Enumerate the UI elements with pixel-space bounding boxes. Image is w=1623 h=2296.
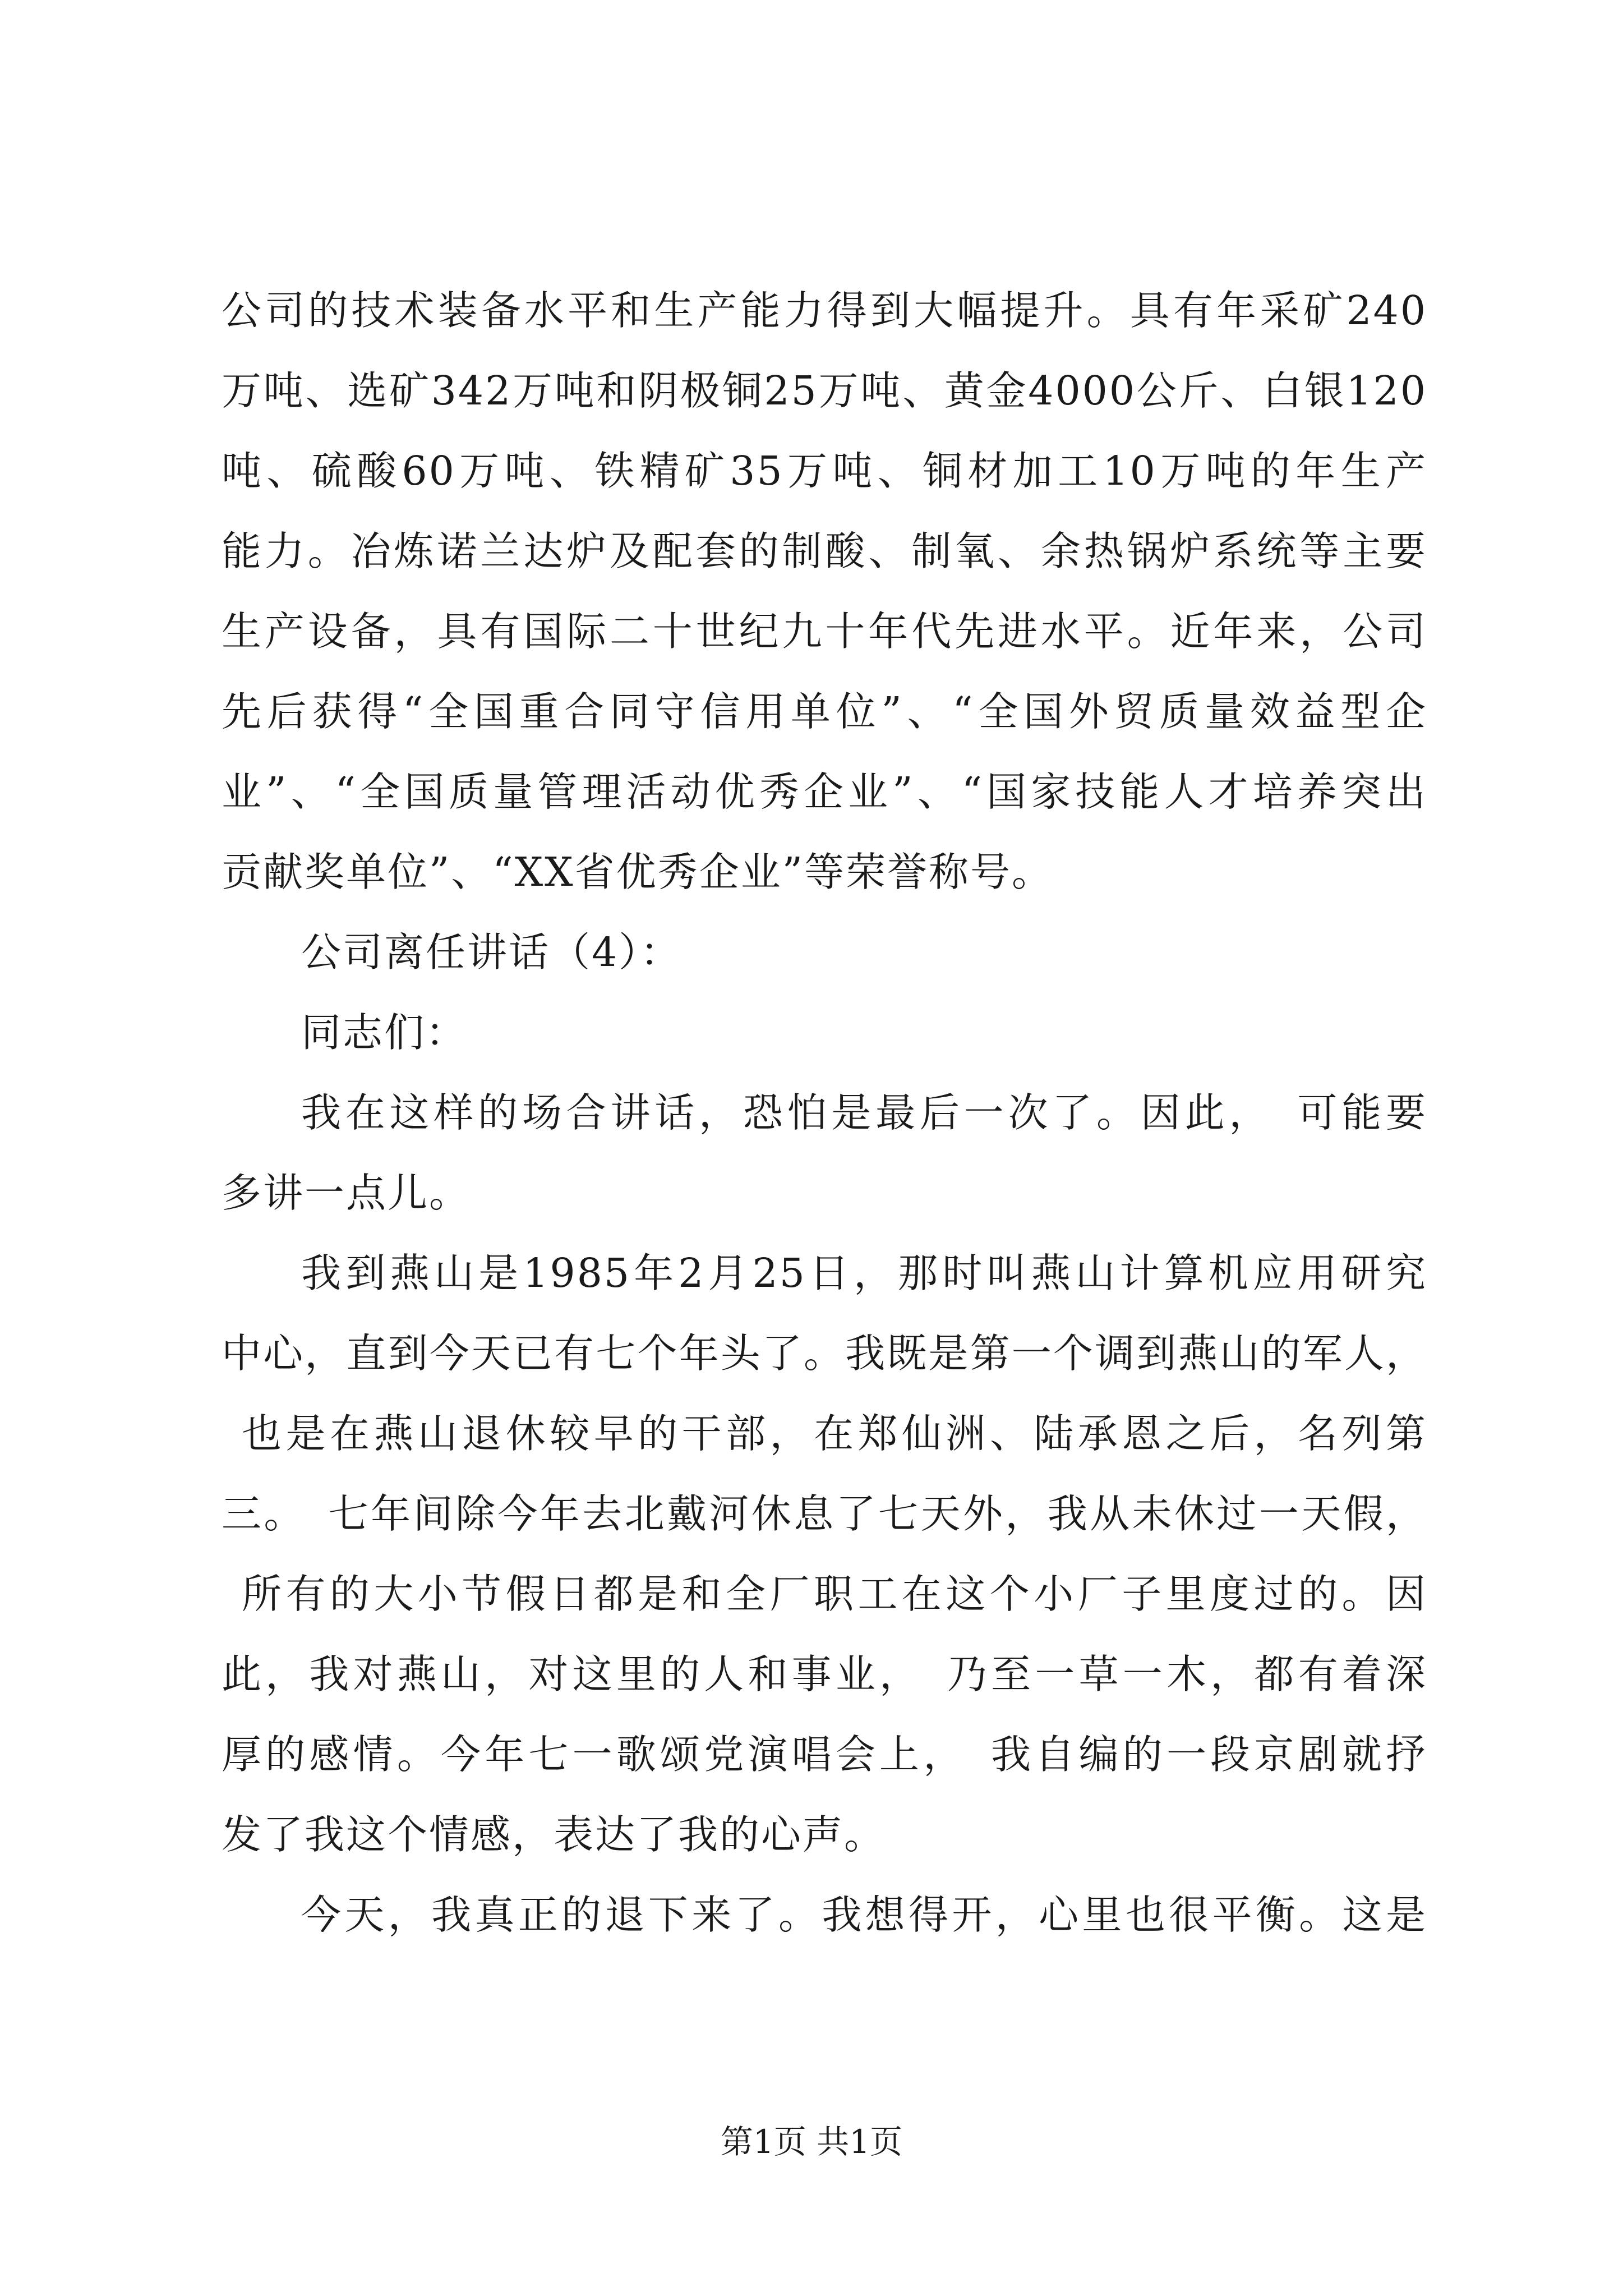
text-line: 我在这样的场合讲话，恐怕是最后一次了。因此， 可能要: [301, 1089, 1427, 1136]
page-number: 第1页 共1页: [720, 2123, 903, 2161]
text-line: 厚的感情。今年七一歌颂党演唱会上， 我自编的一段京剧就抒: [222, 1731, 1427, 1778]
text-line: 多讲一点儿。: [222, 1170, 471, 1216]
text-line: 也是在燕山退休较早的干部，在郑仙洲、陆承恩之后，名列第: [242, 1410, 1427, 1457]
text-line: 生产设备，具有国际二十世纪九十年代先进水平。近年来，公司: [222, 608, 1427, 655]
text-line: 先后获得“全国重合同守信用单位”、“全国外贸质量效益型企: [222, 688, 1427, 735]
text-line: 三。 七年间除今年去北戴河休息了七天外，我从未休过一天假，: [222, 1490, 1427, 1537]
text-line: 今天，我真正的退下来了。我想得开，心里也很平衡。这是: [301, 1892, 1427, 1938]
text-line: 我到燕山是1985年2月25日，那时叫燕山计算机应用研究: [301, 1250, 1427, 1296]
text-line: 公司的技术装备水平和生产能力得到大幅提升。具有年采矿240: [222, 287, 1427, 334]
text-line: 贡献奖单位”、“XX省优秀企业”等荣誉称号。: [222, 849, 1053, 895]
text-line: 能力。冶炼诺兰达炉及配套的制酸、制氧、余热锅炉系统等主要: [222, 528, 1427, 574]
salutation: 同志们：: [301, 1009, 468, 1056]
text-line: 此，我对燕山，对这里的人和事业， 乃至一草一木，都有着深: [222, 1651, 1427, 1697]
text-line: 发了我这个情感，表达了我的心声。: [222, 1811, 886, 1858]
document-body: [222, 270, 1427, 1955]
section-heading: 公司离任讲话（4）：: [301, 929, 682, 976]
text-line: 中心，直到今天已有七个年头了。我既是第一个调到燕山的军人，: [222, 1330, 1427, 1377]
text-line: 万吨、选矿342万吨和阴极铜25万吨、黄金4000公斤、白银120: [222, 367, 1427, 414]
text-line: 吨、硫酸60万吨、铁精矿35万吨、铜材加工10万吨的年生产: [222, 448, 1427, 494]
text-line: 业”、“全国质量管理活动优秀企业”、“国家技能人才培养突出: [222, 769, 1427, 815]
text-line: 所有的大小节假日都是和全厂职工在这个小厂子里度过的。因: [242, 1571, 1427, 1617]
